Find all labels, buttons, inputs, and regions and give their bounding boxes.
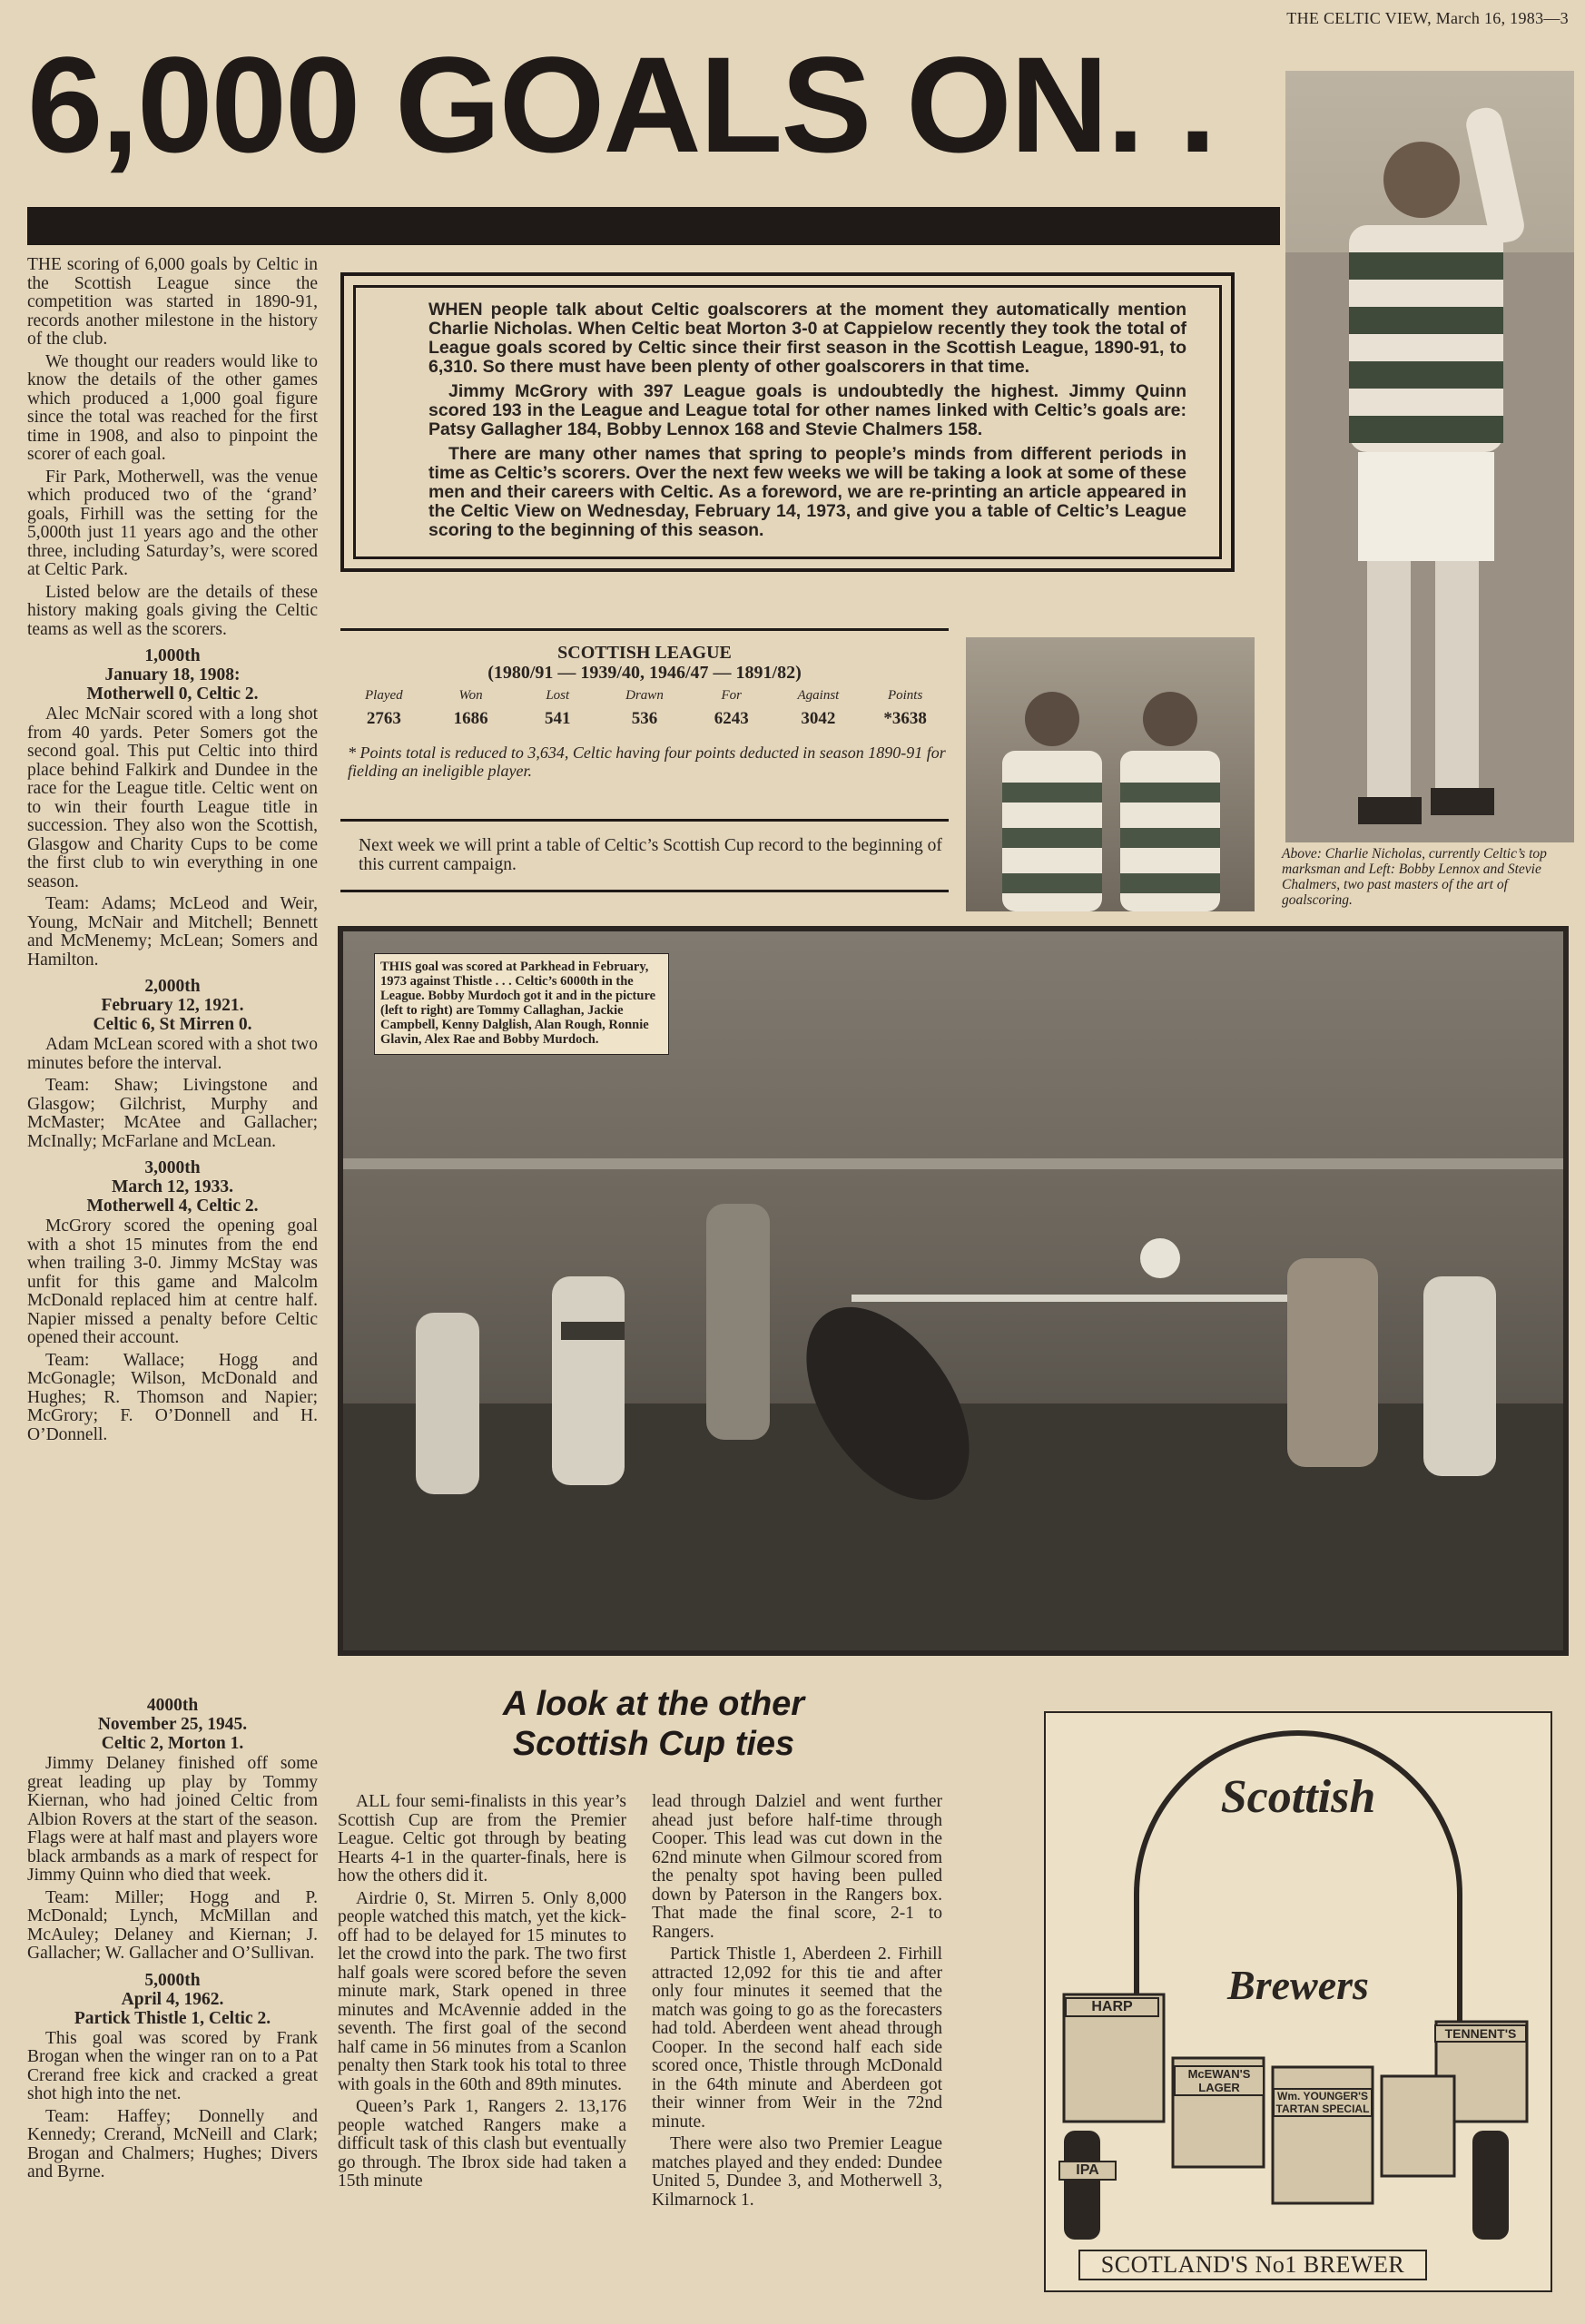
stats-header: Points <box>887 688 923 703</box>
stats-seasons: (1980/91 — 1939/40, 1946/47 — 1891/82) <box>487 663 802 683</box>
milestone-team: Team: Miller; Hogg and P. McDonald; Lynch, McMillan and McAuley; Delaney and Kiernan; J. Gallacher; W. Gallacher and O’Sullivan. <box>27 1887 318 1963</box>
masthead: THE CELTIC VIEW, March 16, 1983—3 <box>1286 9 1569 27</box>
stats-header: Against <box>797 688 840 703</box>
milestone-team: Team: Adams; McLeod and Weir, Young, McNair and Mitchell; Bennett and McMenemy; McLean; Somers and Hamilton. <box>27 894 318 970</box>
intro-box-inner <box>353 285 1222 559</box>
divider <box>340 819 949 822</box>
headline: 6,000 GOALS ON. . <box>27 28 1216 181</box>
stats-value: 541 <box>545 709 571 728</box>
cup-paragraph: There were also two Premier League matches played and they ended: Dundee United 5, Dundee 3, and Motherwell 3, Kilmarnock 1. <box>652 2134 942 2210</box>
intro-paragraph: Listed below are the details of these history making goals giving the Celtic teams as well as the scorers. <box>27 582 318 639</box>
cup-paragraph: Airdrie 0, St. Mirren 5. Only 8,000 people watched this match, yet the kick-off had to be delayed for 15 minutes to let the crowd into the park. The two first half goals were scored before the seven minute mark, Stark opened in three minutes and McAvennie added in the seventh. The first goal of the second half came in 56 minutes from a Scanlon penalty then Stark took his total to three with goals in the 60th and 89th minutes. <box>338 1888 626 2094</box>
intro-box-paragraph: There are many other names that spring to people’s minds from different periods in time as Celtic’s scorers. Over the next few weeks we will be taking a look at some of these men and their careers with Celtic. As a foreword, we are re-printing an article appeared in the Celtic View on Wednesday, February 14, 1973, and give you a table of Celtic’s League scoring to the beginning of this season. <box>428 444 1186 540</box>
stats-value: 1686 <box>453 709 488 728</box>
intro-paragraph: We thought our readers would like to know the details of the other games which produced a 1,000 goal figure since the total was reached for the first time in 1908, and also to pinpoint the scorer of each goal. <box>27 351 318 464</box>
goal-photo-caption: THIS goal was scored at Parkhead in February, 1973 against Thistle . . . Celtic’s 6000th in the League. Bobby Murdoch got it and in the picture (left to right) are Tommy Callaghan, Jackie Campbell, Kenny Dalglish, Alan Rough, Ronnie Glavin, Alex Rae and Bobby Murdoch. <box>374 953 669 1055</box>
milestone-heading: 1,000th January 18, 1908: Motherwell 0, Celtic 2. <box>86 646 259 704</box>
intro-box-paragraph: Jimmy McGrory with 397 League goals is undoubtedly the highest. Jimmy Quinn scored 193 in the League and League total for other names linked with Celtic’s goals are: Patsy Gallagher 184, Bobby Lennox 168 and Stevie Chalmers 158. <box>428 381 1186 439</box>
milestone-text: Jimmy Delaney finished off some great leading up play by Tommy Kiernan, who had joined Celtic from Albion Rovers at the start of the season. Flags were at half mast and players wore black armbands as a mark of respect for Jimmy Quinn who died that week. <box>27 1754 318 1885</box>
two-players-illustration <box>966 637 1255 911</box>
stats-value: *3638 <box>883 709 927 728</box>
divider <box>340 890 949 892</box>
next-week-note: Next week we will print a table of Celtic’s Scottish Cup record to the beginning of this current campaign. <box>359 836 942 874</box>
milestone-text: Adam McLean scored with a shot two minutes before the interval. <box>27 1035 318 1073</box>
intro-paragraph: Fir Park, Motherwell, was the venue which produced two of the ‘grand’ goals, Firhill was the setting for the 5,000th just 11 years ago and the other three, including Saturday’s, were scored at Celtic Park. <box>27 467 318 579</box>
stats-header: Won <box>458 688 483 703</box>
ad-label-tartan: Wm. YOUNGER'S TARTAN SPECIAL <box>1273 2088 1373 2117</box>
cup-paragraph: Queen’s Park 1, Rangers 2. 13,176 people watched Rangers make a difficult task of this clash but eventually go through. The Ibrox side had taken a 15th minute <box>338 2097 626 2191</box>
lennox-chalmers-photo <box>966 637 1255 911</box>
league-stats-table <box>340 643 949 780</box>
photo-caption: Above: Charlie Nicholas, currently Celtic’s top marksman and Left: Bobby Lennox and Stevie Chalmers, two past masters of the art of goalscoring. <box>1282 846 1547 908</box>
cup-paragraph: Partick Thistle 1, Aberdeen 2. Firhill attracted 12,092 for this tie and after only four minutes it seemed that the match was going to go as the forecasters had told. Aberdeen went ahead through Cooper. In the second half each side scored once, Thistle through McDonald in the 64th minute and Aberdeen got their winner from Weir in the 72nd minute. <box>652 1945 942 2132</box>
cup-column-1 <box>338 1793 626 2195</box>
ad-brand-brewers: Brewers <box>1227 1962 1369 2008</box>
charlie-nicholas-photo <box>1285 71 1574 842</box>
milestone-heading: 2,000th February 12, 1921. Celtic 6, St Mirren 0. <box>93 977 252 1034</box>
cup-paragraph: ALL four semi-finalists in this year’s Scottish Cup are from the Premier League. Celtic got through by beating Hearts 4-1 in the quarter-finals, here is how the others did it. <box>338 1792 626 1886</box>
cup-paragraph: lead through Dalziel and went further ahead just before half-time through Cooper. This lead was cut down in the 62nd minute when Gilmour scored from the penalty spot having been pulled down by Paterson in the Rangers box. That made the final score, 2-1 to Rangers. <box>652 1792 942 1942</box>
milestone-text: McGrory scored the opening goal with a shot 15 minutes from the end when trailing 3-0. Jimmy McStay was unfit for this game and Malcolm McDonald replaced him at centre half. Napier missed a penalty before Celtic opened their account. <box>27 1216 318 1347</box>
headline-rule <box>27 207 1280 245</box>
stats-value: 2763 <box>366 709 401 728</box>
milestone-team: Team: Wallace; Hogg and McGonagle; Wilson, McDonald and Hughes; R. Thomson and Napier; McGrory; F. O’Donnell and H. O’Donnell. <box>27 1350 318 1444</box>
intro-box <box>340 272 1235 572</box>
milestone-heading: 5,000th April 4, 1962. Partick Thistle 1, Celtic 2. <box>74 1970 271 2028</box>
milestone-heading: 3,000th March 12, 1933. Motherwell 4, Celtic 2. <box>86 1158 259 1216</box>
milestone-text: Alec McNair scored with a long shot from 40 yards. Peter Somers got the second goal. This put Celtic into third place behind Falkirk and Dundee in the race for the League title. Celtic went on to win their fourth League title in succession. They also won the Scottish, Glasgow and Charity Cups to be come the first club to win everything in one season. <box>27 704 318 891</box>
intro-box-paragraph: WHEN people talk about Celtic goalscorers at the moment they automatically mention Charlie Nicholas. When Celtic beat Morton 3-0 at Cappielow recently they took the total of League goals scored by Celtic since their first season in the Scottish League, 1890-91, to 6,310. So there must have been plenty of other goalscorers in that time. <box>428 300 1186 377</box>
ad-label-ipa: IPA <box>1058 2161 1117 2181</box>
stats-value: 6243 <box>714 709 749 728</box>
stats-grid <box>340 688 949 729</box>
stats-value: 3042 <box>801 709 836 728</box>
stats-header: For <box>721 688 742 703</box>
stats-header: Drawn <box>625 688 664 703</box>
stats-header: Played <box>365 688 403 703</box>
milestone-text: This goal was scored by Frank Brogan when the winger ran on to a Pat Crerand free kick and cracked a great shot high into the net. <box>27 2028 318 2103</box>
stats-value: 536 <box>631 709 658 728</box>
ad-brand-scottish: Scottish <box>1220 1771 1376 1823</box>
left-column <box>27 256 318 1448</box>
left-column-lower <box>27 1689 318 2186</box>
divider <box>340 628 949 631</box>
intro-paragraph: THE scoring of 6,000 goals by Celtic in the Scottish League since the competition was started in 1890-91, records another milestone in the history of the club. <box>27 255 318 349</box>
ad-tagline: SCOTLAND'S No1 BREWER <box>1078 2250 1427 2280</box>
cup-headline: A look at the other Scottish Cup ties <box>502 1685 805 1763</box>
milestone-heading: 4000th November 25, 1945. Celtic 2, Morton 1. <box>97 1696 248 1753</box>
ad-label-mcewans: McEWAN'S LAGER <box>1174 2065 1265 2096</box>
milestone-team: Team: Haffey; Donnelly and Kennedy; Crerand, McNeill and Clark; Brogan and Chalmers; Hughes; Divers and Byrne. <box>27 2106 318 2181</box>
ad-label-tennents: TENNENT'S <box>1434 2024 1527 2043</box>
ad-label-harp: HARP <box>1065 1997 1159 2017</box>
stats-header: Lost <box>546 688 570 703</box>
milestone-team: Team: Shaw; Livingstone and Glasgow; Gilchrist, Murphy and McMaster; McAtee and Gallacher; McInally; McFarlane and McLean. <box>27 1076 318 1151</box>
stats-footnote: * Points total is reduced to 3,634, Celtic having four points deducted in season 1890-91 for fielding an ineligible player. <box>348 743 946 780</box>
stats-title: SCOTTISH LEAGUE <box>557 643 732 663</box>
player-celebrating-illustration <box>1285 71 1574 842</box>
cup-column-2 <box>652 1793 942 2213</box>
